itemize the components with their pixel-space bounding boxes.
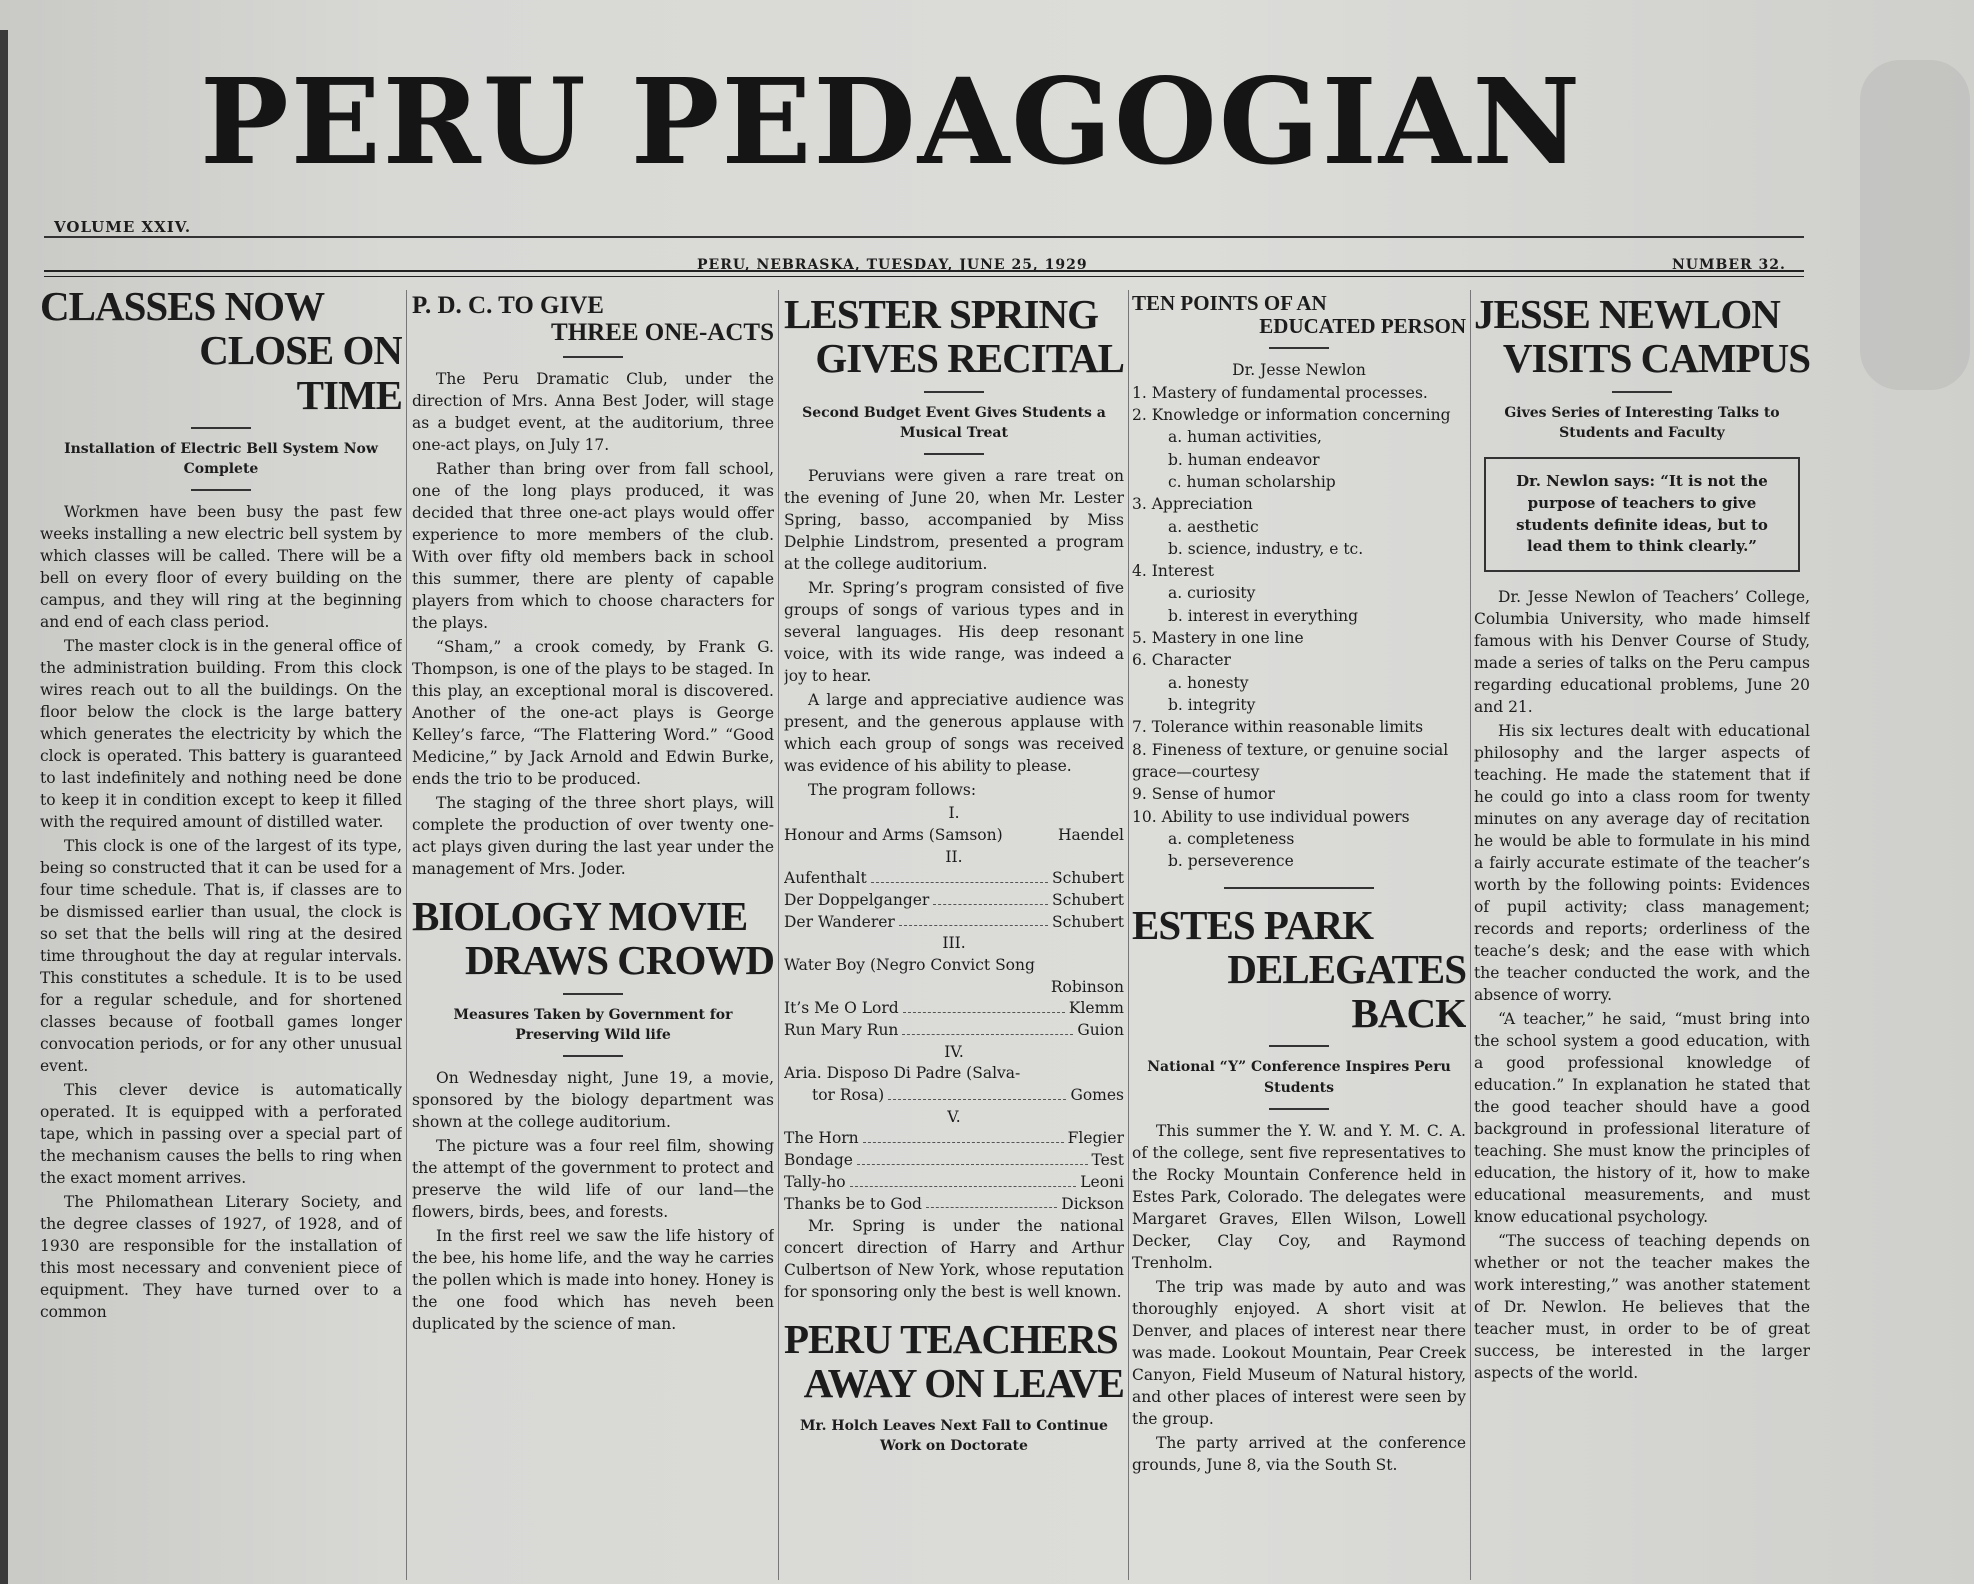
paragraph: His six lectures dealt with educational philosophy and the larger aspects of teaching. He made the statement that if he could go into a class room for twenty minutes on any average day of recitation he would be able to formulate in his mind a fairly accurate estimate of the teacher’s worth by the following points: Evidences of pupil activity; class management; records and reports; orderliness of the teache’s desk; and the ease with which the teacher conducted the work, and the absence of worry. <box>1474 722 1810 1005</box>
program-entry <box>784 1020 1124 1042</box>
paragraph: Peruvians were given a rare treat on the evening of June 20, when Mr. Lester Spring, basso, accompanied by Miss Delphie Lindstrom, presented a program at the college auditorium. <box>784 467 1124 574</box>
program-song-title: Tally-ho <box>784 1172 846 1191</box>
article-body <box>40 501 402 1323</box>
article-jesse-newlon <box>1474 282 1810 1582</box>
program-composer: Gomes <box>1070 1086 1124 1105</box>
paragraph: The Peru Dramatic Club, under the direction of Mrs. Anna Best Joder, will stage as a budget event, at the auditorium, three one-act plays, on July 17. <box>412 370 774 454</box>
leader-dots <box>871 868 1048 883</box>
headline-line-2: THREE ONE-ACTS <box>551 319 774 346</box>
paragraph: Workmen have been busy the past few weeks installing a new electric bell system by which classes will be called. There will be a bell on every floor of every building on the campus, and they will ring at the beginning and end of each class period. <box>40 503 402 632</box>
program-section-numeral: IV. <box>944 1042 964 1061</box>
dateline-rule <box>44 270 1804 277</box>
headline-line-2: EDUCATED PERSON <box>1259 313 1466 338</box>
headline-teachers-line-2: AWAY ON LEAVE <box>803 1360 1124 1407</box>
paragraph: “Sham,” a crook comedy, by Frank G. Thompson, is one of the plays to be staged. In this play, an exceptional moral is discovered. Another of the one-act plays is George Kelley’s farce, “The Flattering Word.” “Good Medicine,” by Jack Arnold and Edwin Burke, ends the trio to be produced. <box>412 638 774 788</box>
article-classes-close-on-time <box>40 282 402 1582</box>
leader-dots <box>857 1150 1088 1165</box>
paragraph: The picture was a four reel film, showing the attempt of the government to protect and preserve the wild life of our land—the flowers, birds, bees, and forests. <box>412 1137 774 1222</box>
divider <box>1269 347 1329 349</box>
program-composer: Flegier <box>1067 1129 1124 1148</box>
program-section-numeral: V. <box>947 1107 961 1126</box>
dateline: PERU, NEBRASKA, TUESDAY, JUNE 25, 1929 <box>697 257 1088 273</box>
program-section-numeral: II. <box>945 847 963 866</box>
article-body <box>1474 586 1810 1384</box>
program-song-title: The Horn <box>784 1129 859 1148</box>
list-subitem: a. aesthetic <box>1168 517 1259 536</box>
article-body <box>1132 1120 1466 1476</box>
program-song-title: Honour and Arms (Samson) <box>784 825 1003 844</box>
article-body <box>784 1215 1124 1303</box>
article-ten-points <box>1132 282 1466 1582</box>
divider <box>563 993 623 995</box>
headline-line-2: CLOSE ON TIME <box>199 327 402 418</box>
pull-quote: Dr. Newlon says: “It is not the purpose of teachers to give students definite ideas, but to lead them to think clearly.” <box>1484 457 1800 572</box>
program-section-numeral: III. <box>942 934 966 953</box>
list-item: 10. Ability to use individual powers <box>1132 807 1410 826</box>
list-subitem: b. integrity <box>1168 696 1256 715</box>
divider <box>563 1055 623 1057</box>
list-item: 8. Fineness of texture, or genuine social grace—courtesy <box>1132 740 1449 781</box>
byline: Dr. Jesse Newlon <box>1232 361 1366 380</box>
program-song-title: It’s Me O Lord <box>784 999 899 1018</box>
divider <box>924 453 984 455</box>
article-deck: Gives Series of Interesting Talks to Students and Faculty <box>1504 404 1780 441</box>
headline-estes-line-1: ESTES PARK <box>1132 901 1374 948</box>
program-song-title: Water Boy (Negro Convict Song <box>784 955 1035 974</box>
headline-teachers-line-1: PERU TEACHERS <box>784 1316 1118 1363</box>
program-song-title: Bondage <box>784 1151 853 1170</box>
headline-line-1: LESTER SPRING <box>784 291 1098 337</box>
program-entry <box>784 1128 1124 1150</box>
program-song-title: tor Rosa) <box>812 1086 885 1105</box>
program-entry <box>784 868 1124 890</box>
program-composer: Guion <box>1077 1021 1124 1039</box>
program-composer: Schubert <box>1052 912 1124 931</box>
paragraph: The trip was made by auto and was thoroughly enjoyed. A short visit at Denver, and places of interest near there was made. Lookout Mountain, Pear Creek Canyon, Field Museum of Natural history, and other places of interest were seen by the group. <box>1132 1277 1466 1428</box>
divider <box>1612 391 1672 393</box>
program-composer: Dickson <box>1061 1194 1124 1213</box>
list-subitem: b. perseverence <box>1168 852 1294 871</box>
headline-line-2: GIVES RECITAL <box>815 335 1124 382</box>
list-subitem: a. curiosity <box>1168 584 1256 603</box>
column-rule <box>1128 290 1129 1580</box>
paragraph: Rather than bring over from fall school, one of the long plays produced, it was decided that three one-act plays would offer experience to more members of the club. With over fifty old members back in school this summer, there are plenty of capable players from which to choose characters for the plays. <box>412 460 774 632</box>
page-spine-edge <box>0 30 8 1584</box>
program-composer: Schubert <box>1052 869 1124 888</box>
leader-dots <box>933 890 1048 905</box>
list-subitem: a. honesty <box>1168 673 1249 692</box>
leader-dots <box>1007 825 1054 840</box>
headline-line-2: VISITS CAMPUS <box>1502 335 1810 382</box>
paragraph: This clock is one of the largest of its type, being so constructed that it can be used for a four time schedule. That is, if classes are to be dismissed earlier than usual, the clock is so set that the bells will ring at the desired time throughout the day at regular intervals. This constitutes a schedule. It is to be used for a regular schedule, and for shortened classes because of football games longer convocation periods, or for any other unusual event. <box>40 837 402 1076</box>
paragraph: “A teacher,” he said, “must bring into the school system a good education, with a good professional knowledge of education.” In explanation he stated that the good teacher should have a good background in professional literature of teaching. She must know the principles of education, the history of it, how to make educational measurements, and must know educational psychology. <box>1474 1010 1810 1227</box>
list-item: 2. Knowledge or information concerning <box>1132 405 1451 424</box>
program-entry <box>784 912 1124 934</box>
article-body <box>784 465 1124 801</box>
headline-line-1: TEN POINTS OF AN <box>1132 291 1327 315</box>
program-composer: Haendel <box>1058 825 1124 844</box>
program-entry <box>784 1172 1124 1194</box>
headline-line-1: P. D. C. TO GIVE <box>412 292 604 319</box>
issue-number: NUMBER 32. <box>1672 257 1786 273</box>
list-subitem: b. interest in everything <box>1168 606 1359 625</box>
article-deck: National “Y” Conference Inspires Peru Students <box>1147 1059 1451 1096</box>
column-rule <box>778 290 779 1580</box>
program-song-title: Thanks be to God <box>784 1194 922 1213</box>
leader-dots <box>926 1194 1057 1209</box>
divider <box>924 391 984 393</box>
margin-mark <box>1860 60 1970 390</box>
program-composer: Schubert <box>1052 890 1124 909</box>
paragraph: Dr. Jesse Newlon of Teachers’ College, Columbia University, who made himself famous with his Denver Course of Study, made a series of talks on the Peru campus regarding educational problems, June 20 and 21. <box>1474 588 1810 717</box>
leader-dots <box>863 1128 1064 1143</box>
paragraph: The program follows: <box>808 781 977 800</box>
masthead-title: PERU PEDAGOGIAN <box>200 52 1583 191</box>
article-deck: Second Budget Event Gives Students a Musical Treat <box>802 404 1106 441</box>
leader-dots <box>850 1172 1077 1187</box>
leader-dots <box>1024 1063 1120 1078</box>
list-item: 9. Sense of humor <box>1132 785 1275 804</box>
program-entry <box>784 998 1124 1020</box>
divider <box>191 489 251 491</box>
column-rule <box>1470 290 1471 1580</box>
program-song-title: Der Doppelganger <box>784 890 930 909</box>
divider <box>191 427 251 429</box>
list-item: 4. Interest <box>1132 562 1214 581</box>
paragraph: The party arrived at the conference grounds, June 8, via the South St. <box>1132 1433 1466 1474</box>
list-item: 6. Character <box>1132 651 1231 670</box>
divider <box>1269 1045 1329 1047</box>
program-composer: Leoni <box>1080 1172 1124 1191</box>
paragraph: The Philomathean Literary Society, and the degree classes of 1927, of 1928, and of 1930 are responsible for the installation of this most necessary and convenient piece of equipment. They have turned over to a common <box>40 1193 402 1322</box>
paragraph: “The success of teaching depends on whether or not the teacher makes the work interesting,” was another statement of Dr. Newlon. He believes that the teacher must, in order to be of great success, be interested in the larger aspects of the world. <box>1474 1232 1810 1383</box>
paragraph: Mr. Spring is under the national concert direction of Harry and Arthur Culbertson of New York, whose reputation for sponsoring only the best is well known. <box>784 1217 1124 1302</box>
program-entry <box>784 1150 1124 1172</box>
paragraph: The staging of the three short plays, will complete the production of over twenty one-act plays given during the last year under the management of Mrs. Joder. <box>412 794 774 878</box>
list-subitem: b. human endeavor <box>1168 450 1320 469</box>
program-entry <box>784 1085 1124 1107</box>
program-section-numeral: I. <box>948 804 960 823</box>
divider <box>1269 1108 1329 1110</box>
program-entry <box>784 890 1124 912</box>
article-body <box>412 368 774 880</box>
program-song-title: Der Wanderer <box>784 912 895 931</box>
concert-program <box>784 803 1124 1215</box>
paragraph: This clever device is automatically operated. It is equipped with a perforated tape, which in passing over a special part of the mechanism causes the bells to ring when the exact moment arrives. <box>40 1081 402 1188</box>
list-item: 3. Appreciation <box>1132 495 1253 514</box>
program-composer: Klemm <box>1068 999 1124 1018</box>
list-item: 7. Tolerance within reasonable limits <box>1132 718 1424 737</box>
column-rule <box>406 290 407 1580</box>
headline-line-1: JESSE NEWLON <box>1474 291 1780 337</box>
program-entry <box>784 1063 1124 1085</box>
program-composer: Robinson <box>1050 977 1124 996</box>
masthead-rule <box>44 236 1804 238</box>
paragraph: This summer the Y. W. and Y. M. C. A. of the college, sent five representatives to the Rocky Mountain Conference held in Estes Park, Colorado. The delegates were Margaret Graves, Ellen Wilson, Lowell Decker, Clay Coy, and Raymond Trenholm. <box>1132 1121 1466 1272</box>
leader-dots <box>902 1020 1073 1035</box>
list-subitem: c. human scholarship <box>1168 472 1336 491</box>
leader-dots <box>899 912 1048 927</box>
headline-line-1: CLASSES NOW <box>40 283 325 329</box>
program-entry <box>784 1194 1124 1216</box>
paragraph: A large and appreciative audience was present, and the generous applause with which each group of songs was received was evidence of his ability to please. <box>784 691 1124 776</box>
article-lester-spring <box>784 282 1124 1582</box>
program-song-title: Aria. Disposo Di Padre (Salva- <box>784 1064 1021 1083</box>
paragraph: In the first reel we saw the life history of the bee, his home life, and the way he carries the pollen which is made into honey. Honey is the one food which has neveh been duplicated by the science of man. <box>412 1227 774 1334</box>
headline-biology-line-2: DRAWS CROWD <box>464 937 774 984</box>
leader-dots <box>903 998 1065 1013</box>
volume-label: VOLUME XXIV. <box>54 218 192 236</box>
program-song-title: Aufenthalt <box>784 869 867 888</box>
program-entry <box>784 825 1124 847</box>
program-song-title: Run Mary Run <box>784 1021 899 1039</box>
article-deck: Measures Taken by Government for Preserving Wild life <box>453 1006 733 1043</box>
article-pdc-one-acts <box>412 282 774 1582</box>
article-deck: Installation of Electric Bell System Now Complete <box>64 440 378 478</box>
leader-dots <box>888 1085 1066 1100</box>
headline-biology-line-1: BIOLOGY MOVIE <box>412 893 748 939</box>
list-item: 1. Mastery of fundamental processes. <box>1132 383 1428 402</box>
list-subitem: a. human activities, <box>1168 428 1322 447</box>
ten-points-list <box>1132 382 1466 873</box>
divider <box>1224 887 1374 889</box>
paragraph: Mr. Spring’s program consisted of five groups of songs of various types and in several languages. His deep resonant voice, with its wide range, was indeed a joy to hear. <box>784 579 1124 686</box>
list-item: 5. Mastery in one line <box>1132 629 1304 648</box>
headline-estes-line-2: DELEGATES BACK <box>1227 945 1466 1037</box>
divider <box>563 356 623 358</box>
list-subitem: a. completeness <box>1168 829 1295 848</box>
paragraph: On Wednesday night, June 19, a movie, sponsored by the biology department was shown at the college auditorium. <box>412 1069 774 1132</box>
article-deck: Mr. Holch Leaves Next Fall to Continue Work on Doctorate <box>800 1417 1108 1455</box>
list-subitem: b. science, industry, e tc. <box>1168 539 1364 558</box>
paragraph: The master clock is in the general office of the administration building. From this clock wires reach out to all the buildings. On the floor below the clock is the large battery which generates the electricity by which the clock is operated. This battery is guaranteed to last indefinitely and nothing need be done to keep it in condition except to keep it filled with the required amount of distilled water. <box>40 637 402 832</box>
article-body <box>412 1067 774 1335</box>
program-composer: Test <box>1091 1151 1124 1170</box>
